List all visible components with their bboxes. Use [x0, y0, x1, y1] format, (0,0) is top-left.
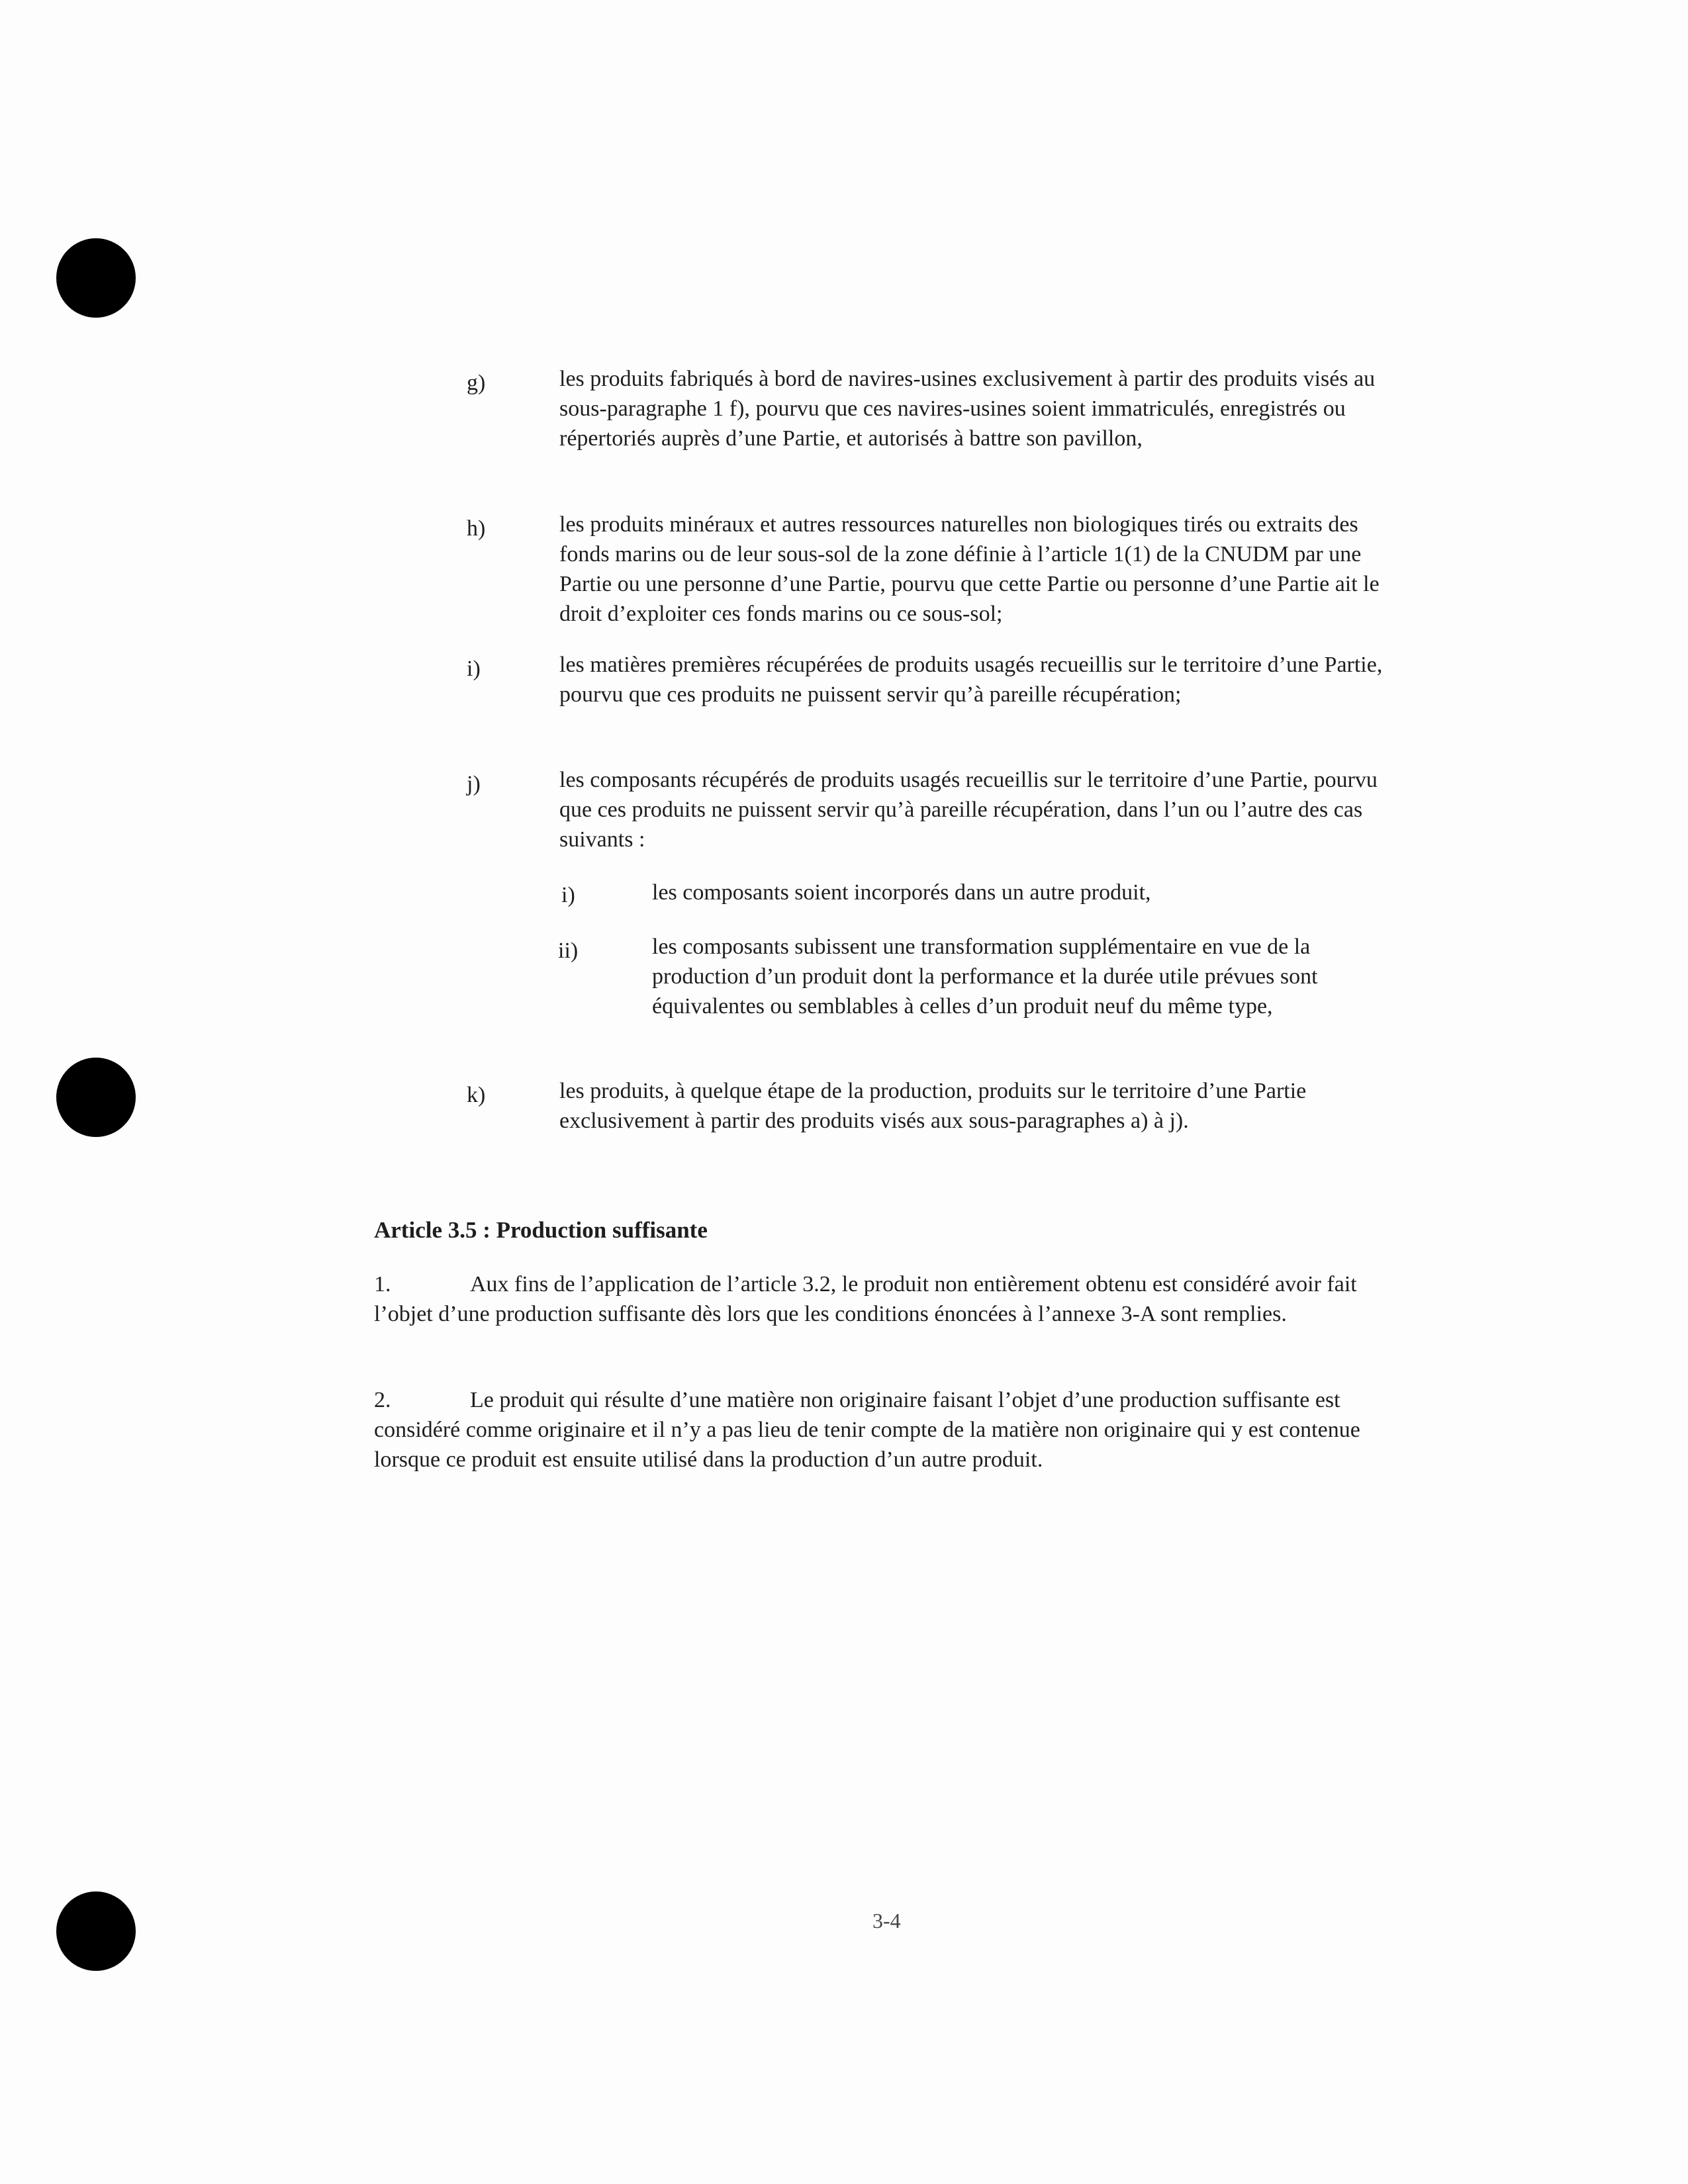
- item-marker-h: h): [467, 516, 486, 541]
- sub-item-text-i: les composants soient incorporés dans un autre produit,: [652, 880, 1151, 905]
- item-marker-k: k): [467, 1083, 486, 1107]
- punch-hole: [56, 1058, 136, 1137]
- sub-item-marker-ii: ii): [558, 938, 579, 963]
- article-paragraph-2: [374, 1385, 1387, 1475]
- sub-item-text-ii: les composants subissent une transformation supplémentaire en vue de la production d’un produit dont la performance et la durée utile prévues sont équivalentes ou semblables à celles d’un produit neuf du même type,: [652, 934, 1318, 1019]
- item-marker-i: i): [467, 657, 481, 681]
- paragraph-number: 2.: [374, 1388, 391, 1412]
- item-text-h: les produits minéraux et autres ressources naturelles non biologiques tirés ou extraits des fonds marins ou de leur sous-sol de la zone définie à l’article 1(1) de la CNUDM par une Partie ou une personne d’une Partie, pourvu que cette Partie ou personne d’une Partie ait le droit d’exploiter ces fonds marins ou ce sous-sol;: [559, 512, 1380, 626]
- item-marker-j: j): [467, 772, 481, 796]
- sub-item-marker-i: i): [561, 883, 575, 907]
- page-number: 3-4: [872, 1909, 901, 1933]
- item-marker-g: g): [467, 371, 486, 395]
- paragraph-text: Le produit qui résulte d’une matière non originaire faisant l’objet d’une production suffisante est considéré comme originaire et il n’y a pas lieu de tenir compte de la matière non originaire qui y est contenue lorsque ce produit est ensuite utilisé dans la production d’un autre produit.: [374, 1388, 1360, 1472]
- article-heading: Article 3.5 : Production suffisante: [374, 1217, 708, 1243]
- punch-hole: [56, 238, 136, 318]
- punch-hole: [56, 1891, 136, 1971]
- paragraph-number: 1.: [374, 1272, 391, 1297]
- article-paragraph-1: [374, 1269, 1387, 1329]
- item-text-k: les produits, à quelque étape de la production, produits sur le territoire d’une Partie exclusivement à partir des produits visés aux sous-paragraphes a) à j).: [559, 1079, 1307, 1133]
- item-text-i: les matières premières récupérées de produits usagés recueillis sur le territoire d’une Partie, pourvu que ces produits ne puissent servir qu’à pareille récupération;: [559, 653, 1383, 707]
- paragraph-text: Aux fins de l’application de l’article 3.2, le produit non entièrement obtenu est considéré avoir fait l’objet d’une production suffisante dès lors que les conditions énoncées à l’annexe 3-A sont remplies.: [374, 1272, 1357, 1326]
- item-text-g: les produits fabriqués à bord de navires-usines exclusivement à partir des produits visés au sous-paragraphe 1 f), pourvu que ces navires-usines soient immatriculés, enregistrés ou répertoriés auprès d’une Partie, et autorisés à battre son pavillon,: [559, 367, 1376, 451]
- item-text-j: les composants récupérés de produits usagés recueillis sur le territoire d’une Partie, pourvu que ces produits ne puissent servir qu’à pareille récupération, dans l’un ou l’autre des cas suivants :: [559, 768, 1378, 852]
